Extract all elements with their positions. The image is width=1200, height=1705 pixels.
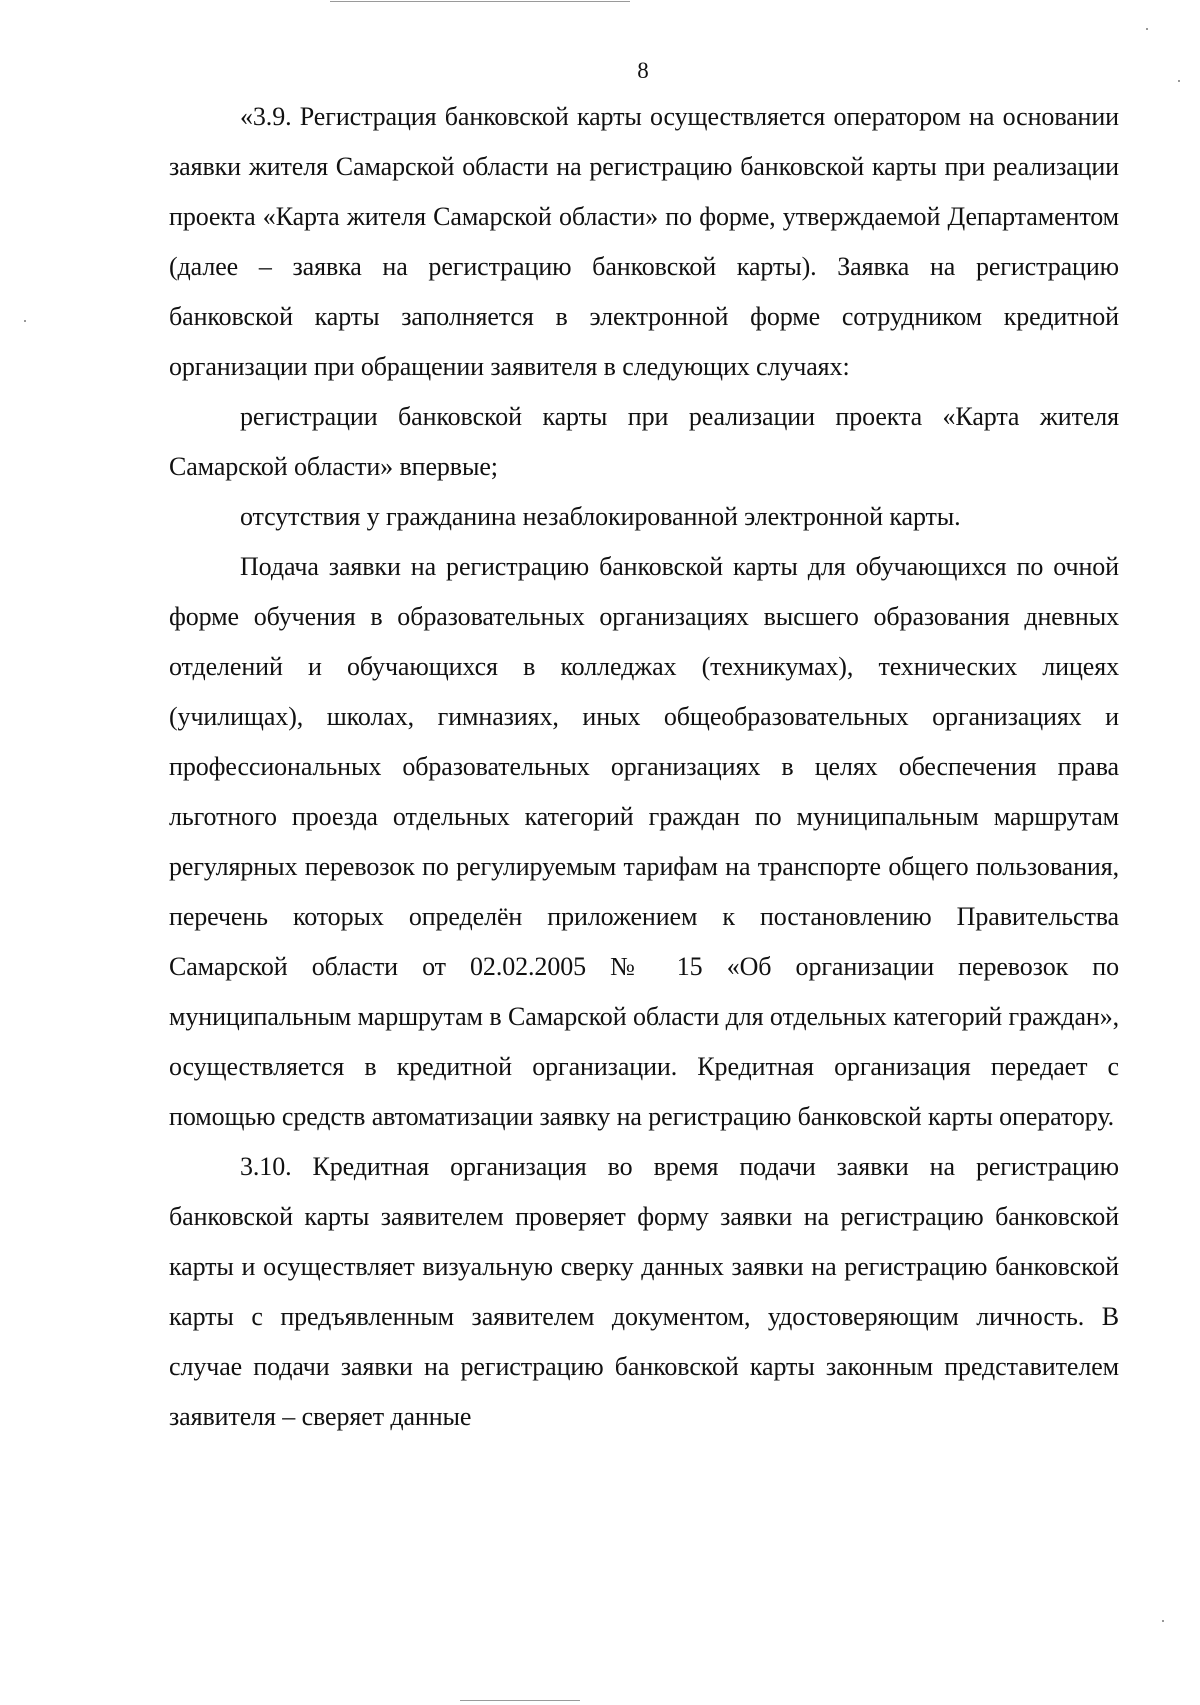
paragraph-case-no-card: отсутствия у гражданина незаблокированной электронной карты.: [240, 502, 961, 531]
paragraph-3-10: 3.10. Кредитная организация во время подачи заявки на регистрацию банковской карты заявителем проверяет форму заявки на регистрацию банковской карты и осуществляет визуальную сверку данных заявки на регистрацию банковской карты с предъявленным заявителем документом, удостоверяющим личность. В случае подачи заявки на регистрацию банковской карты законным представителем заявителя – сверяет данные: [169, 1152, 1119, 1431]
paragraph-students-application: Подача заявки на регистрацию банковской карты для обучающихся по очной форме обучения в образовательных организациях высшего образования дневных отделений и обучающихся в колледжах (техникумах), технических лицеях (училищах), школах, гимназиях, иных общеобразовательных организациях и профессиональных образовательных организациях в целях обеспечения права льготного проезда отдельных категорий граждан по муниципальным маршрутам регулярных перевозок по регулируемым тарифам на транспорте общего пользования, перечень которых определён приложением к постановлению Правительства Самарской области от 02.02.2005 № 15 «Об организации перевозок по муниципальным маршрутам в Самарской области для отдельных категорий граждан», осуществляется в кредитной организации. Кредитная организация передает с помощью средств автоматизации заявку на регистрацию банковской карты оператору.: [169, 552, 1119, 1131]
paragraph-3-9: «3.9. Регистрация банковской карты осуществляется оператором на основании заявки жителя Самарской области на регистрацию банковской карты при реализации проекта «Карта жителя Самарской области» по форме, утверждаемой Департаментом (далее – заявка на регистрацию банковской карты). Заявка на регистрацию банковской карты заполняется в электронной форме сотрудником кредитной организации при обращении заявителя в следующих случаях:: [169, 102, 1119, 381]
document-body: [169, 92, 1119, 1442]
page-number: 8: [637, 58, 649, 83]
scan-artifact-top: [330, 1, 630, 2]
scan-speck: [1162, 1620, 1164, 1622]
scan-artifact-bottom: [460, 1700, 580, 1701]
paragraph-case-first-registration: регистрации банковской карты при реализации проекта «Карта жителя Самарской области» впервые;: [169, 402, 1119, 481]
scan-speck: [24, 320, 26, 322]
scan-speck: [1146, 28, 1148, 30]
